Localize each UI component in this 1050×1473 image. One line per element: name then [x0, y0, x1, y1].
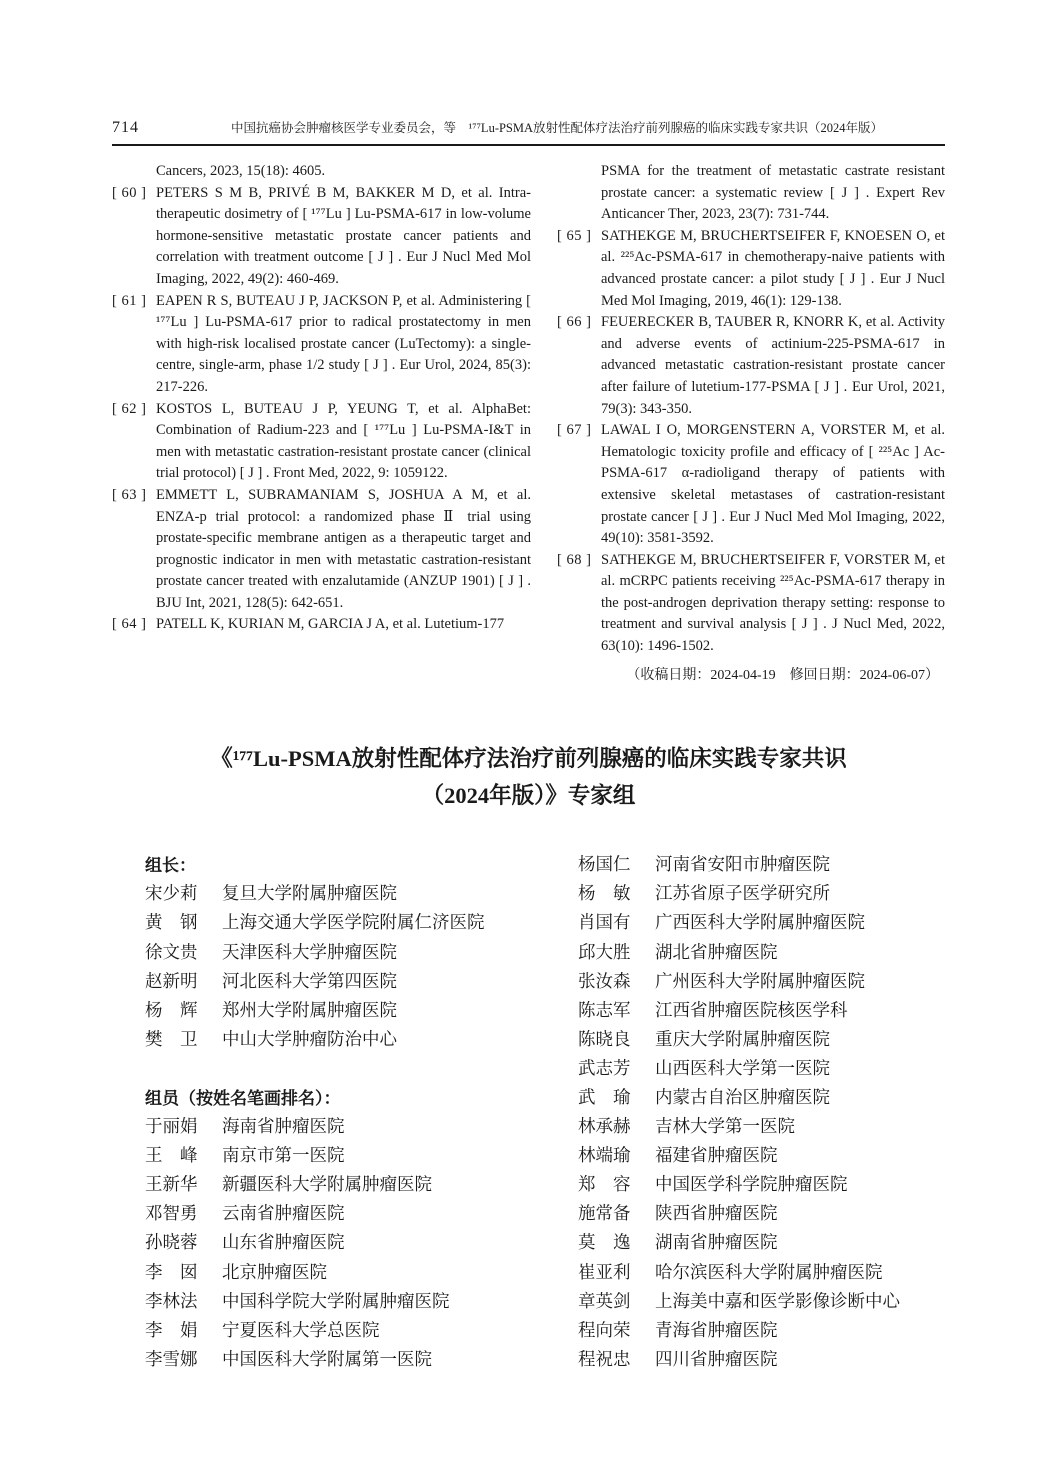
- reference-number: [ 62 ]: [112, 400, 147, 417]
- reference-number: [ 63 ]: [112, 486, 147, 503]
- expert-affiliation: 上海美中嘉和医学影像诊断中心: [655, 1290, 900, 1311]
- expert-row: [578, 968, 909, 997]
- expert-row: [578, 880, 909, 909]
- expert-affiliation: 江西省肿瘤医院核医学科: [655, 999, 848, 1020]
- reference-item: [557, 226, 945, 312]
- expert-row: [578, 851, 909, 880]
- expert-row: [578, 1055, 909, 1084]
- expert-affiliation: 云南省肿瘤医院: [222, 1203, 345, 1224]
- expert-row: [145, 1346, 565, 1375]
- expert-row: [145, 1259, 565, 1288]
- reference-text: EMMETT L, SUBRAMANIAM S, JOSHUA A M, et al. ENZA-p trial protocol: a randomized phase Ⅱ trial using prostate-specific membrane antigen as a therapeutic target and prognostic indicator in men with metastatic castration-resistant prostate cancer treated with enzalutamide (ANZUP 1901) [ J ] . BJU Int, 2021, 128(5): 642-651.: [156, 486, 531, 611]
- expert-name: 程向荣: [578, 1319, 631, 1340]
- received-revised-dates: （收稿日期：2024-04-19 修回日期：2024-06-07）: [626, 667, 939, 683]
- reference-number: [ 65 ]: [557, 227, 592, 244]
- page-number: 714: [112, 119, 139, 136]
- expert-name: 章英剑: [578, 1290, 631, 1311]
- running-head-title: 中国抗癌协会肿瘤核医学专业委员会，等 ¹⁷⁷Lu-PSMA放射性配体疗法治疗前列腺癌的临床实践专家共识（2024年版）: [230, 121, 884, 135]
- expert-name: 李 娟: [145, 1319, 198, 1340]
- reference-text: EAPEN R S, BUTEAU J P, JACKSON P, et al. Administering [ ¹⁷⁷Lu ] Lu-PSMA-617 prior to radical prostatectomy in men with high-risk localised prostate cancer (LuTectomy): a single-centre, single-arm, phase 1/2 study [ J ] . Eur Urol, 2024, 85(3): 217-226.: [156, 292, 531, 395]
- expert-affiliation: 北京肿瘤医院: [222, 1261, 327, 1282]
- expert-group-title-line1: 《¹⁷⁷Lu-PSMA放射性配体疗法治疗前列腺癌的临床实践专家共识: [210, 746, 847, 772]
- reference-number: [ 64 ]: [112, 616, 147, 633]
- expert-affiliation: 山东省肿瘤医院: [222, 1232, 345, 1253]
- expert-name: 李 囡: [145, 1261, 198, 1282]
- reference-item: [557, 420, 945, 550]
- expert-name: 邓智勇: [145, 1203, 198, 1224]
- expert-group-columns: [112, 851, 945, 1375]
- expert-row: [578, 1084, 909, 1113]
- expert-row: [145, 1055, 565, 1084]
- reference-number: [ 66 ]: [557, 314, 592, 331]
- references-column-left: [112, 161, 531, 686]
- reference-number: [557, 161, 601, 226]
- expert-name: 施常备: [578, 1203, 631, 1224]
- expert-name: 王 峰: [145, 1145, 198, 1166]
- expert-name: 李雪娜: [145, 1348, 198, 1369]
- expert-column-right: [578, 851, 909, 1375]
- expert-row: [578, 1142, 909, 1171]
- expert-name: 张汝森: [578, 970, 631, 991]
- expert-affiliation: 新疆医科大学附属肿瘤医院: [222, 1174, 432, 1195]
- reference-text: FEUERECKER B, TAUBER R, KNORR K, et al. Activity and adverse events of actinium-225-PSMA-617 in advanced metastatic castration-resistant prostate cancer after failure of lutetium-177-PSMA [ J ] . Eur Urol, 2021, 79(3): 343-350.: [601, 314, 945, 417]
- expert-name: 杨 辉: [145, 999, 198, 1020]
- expert-affiliation: 四川省肿瘤医院: [655, 1348, 778, 1369]
- reference-text: KOSTOS L, BUTEAU J P, YEUNG T, et al. AlphaBet: Combination of Radium-223 and [ ¹⁷⁷Lu ] Lu-PSMA-I&T in men with metastatic castration-resistant prostate cancer (clinical trial protocol) [ J ] . Front Med, 2022, 9: 1059122.: [156, 400, 531, 482]
- expert-group-subheading: 组长：: [145, 856, 196, 876]
- expert-name: 郑 容: [578, 1174, 631, 1195]
- reference-item: [112, 291, 531, 399]
- references-column-right: [557, 161, 945, 686]
- expert-name: 陈晓良: [578, 1028, 631, 1049]
- expert-group-title: [112, 740, 945, 814]
- references-right-list: [557, 161, 945, 658]
- expert-row: [578, 1317, 909, 1346]
- running-head: [112, 118, 945, 146]
- expert-affiliation: 湖北省肿瘤医院: [655, 941, 778, 962]
- expert-name: 崔亚利: [578, 1261, 631, 1282]
- expert-row: [578, 1026, 909, 1055]
- expert-name: 邱大胜: [578, 941, 631, 962]
- expert-row: [578, 1346, 909, 1375]
- expert-row: [578, 997, 909, 1026]
- expert-affiliation: 江苏省原子医学研究所: [655, 883, 830, 904]
- reference-number: [ 67 ]: [557, 422, 592, 439]
- expert-affiliation: 内蒙古自治区肿瘤医院: [655, 1087, 830, 1107]
- expert-name: 莫 逸: [578, 1232, 631, 1253]
- reference-text: Cancers, 2023, 15(18): 4605.: [156, 163, 326, 179]
- reference-text: SATHEKGE M, BRUCHERTSEIFER F, VORSTER M, et al. mCRPC patients receiving ²²⁵Ac-PSMA-617 therapy in the post-androgen deprivation therapy setting: response to treatment and survival analysis [ J ] . J Nucl Med, 2022, 63(10): 1496-1502.: [601, 551, 945, 655]
- expert-affiliation: 重庆大学附属肿瘤医院: [655, 1028, 830, 1049]
- expert-name: 肖国有: [578, 912, 631, 933]
- expert-affiliation: 中国科学院大学附属肿瘤医院: [222, 1290, 450, 1311]
- expert-group-title-line2: （2024年版）》专家组: [421, 783, 636, 809]
- expert-affiliation: 河北医科大学第四医院: [222, 970, 397, 991]
- expert-row: [145, 1142, 565, 1171]
- expert-affiliation: 广西医科大学附属肿瘤医院: [655, 912, 865, 933]
- reference-item: [557, 312, 945, 420]
- reference-item: [112, 161, 531, 183]
- reference-item: [112, 183, 531, 291]
- expert-affiliation: 宁夏医科大学总医院: [222, 1319, 380, 1340]
- expert-row: [578, 1229, 909, 1258]
- expert-row: [145, 1113, 565, 1142]
- expert-row: [145, 1171, 565, 1200]
- expert-affiliation: 陕西省肿瘤医院: [655, 1203, 778, 1224]
- expert-affiliation: 哈尔滨医科大学附属肿瘤医院: [655, 1261, 883, 1282]
- expert-row: [145, 880, 565, 909]
- reference-item: [557, 161, 945, 226]
- expert-affiliation: 天津医科大学肿瘤医院: [222, 941, 397, 962]
- expert-name: 陈志军: [578, 999, 631, 1020]
- expert-affiliation: 中国医学科学院肿瘤医院: [655, 1174, 848, 1195]
- reference-item: [112, 399, 531, 485]
- expert-row: [145, 1317, 565, 1346]
- reference-text: PETERS S M B, PRIVÉ B M, BAKKER M D, et al. Intra-therapeutic dosimetry of [ ¹⁷⁷Lu ] Lu-PSMA-617 in low-volume hormone-sensitive metastatic prostate cancer patients and correlation with treatment outcome [ J ] . Eur J Nucl Med Mol Imaging, 2022, 49(2): 460-469.: [156, 184, 531, 287]
- expert-name: 赵新明: [145, 970, 198, 991]
- expert-name: 孙晓蓉: [145, 1232, 198, 1253]
- expert-name: 杨 敏: [578, 883, 631, 904]
- expert-name: 武志芳: [578, 1057, 631, 1078]
- expert-affiliation: 湖南省肿瘤医院: [655, 1232, 778, 1253]
- expert-row: [145, 1229, 565, 1258]
- expert-affiliation: 山西医科大学第一医院: [655, 1057, 830, 1078]
- reference-number: [112, 161, 156, 183]
- references-section: [112, 161, 945, 686]
- reference-number: [ 68 ]: [557, 551, 592, 568]
- expert-affiliation: 郑州大学附属肿瘤医院: [222, 999, 397, 1020]
- expert-name: 徐文贵: [145, 941, 198, 962]
- expert-row: [578, 1259, 909, 1288]
- expert-name: 程祝忠: [578, 1348, 631, 1369]
- expert-name: 林端瑜: [578, 1145, 631, 1166]
- expert-row: [578, 1171, 909, 1200]
- expert-affiliation: 广州医科大学附属肿瘤医院: [655, 970, 865, 991]
- expert-name: 樊 卫: [145, 1028, 198, 1049]
- expert-name: 于丽娟: [145, 1116, 198, 1137]
- expert-affiliation: 南京市第一医院: [222, 1145, 345, 1166]
- reference-text: LAWAL I O, MORGENSTERN A, VORSTER M, et al. Hematologic toxicity profile and efficacy of [ ²²⁵Ac ] Ac-PSMA-617 α-radioligand therapy of patients with extensive skeletal metastases of castration-resistant prostate cancer [ J ] . Eur J Nucl Med Mol Imaging, 2022, 49(10): 3581-3592.: [601, 422, 945, 547]
- expert-row: [145, 1084, 565, 1113]
- reference-item: [112, 485, 531, 615]
- expert-row: [578, 909, 909, 938]
- expert-row: [145, 851, 565, 880]
- expert-row: [145, 939, 565, 968]
- expert-affiliation: 中国医科大学附属第一医院: [222, 1348, 432, 1369]
- expert-row: [145, 909, 565, 938]
- expert-affiliation: 复旦大学附属肿瘤医院: [222, 883, 397, 904]
- reference-item: [112, 614, 531, 636]
- expert-name: 武 瑜: [578, 1087, 631, 1107]
- expert-row: [145, 1026, 565, 1055]
- reference-text: SATHEKGE M, BRUCHERTSEIFER F, KNOESEN O, et al. ²²⁵Ac-PSMA-617 in chemotherapy-naive patients with advanced prostate cancer: a pilot study [ J ] . Eur J Nucl Med Mol Imaging, 2019, 46(1): 129-138.: [601, 227, 945, 309]
- reference-number: [ 60 ]: [112, 184, 147, 201]
- expert-name: 李林法: [145, 1290, 198, 1311]
- expert-row: [145, 1200, 565, 1229]
- expert-row: [145, 968, 565, 997]
- expert-affiliation: 吉林大学第一医院: [655, 1116, 795, 1137]
- expert-affiliation: 中山大学肿瘤防治中心: [222, 1028, 397, 1049]
- reference-item: [557, 550, 945, 658]
- expert-affiliation: 海南省肿瘤医院: [222, 1116, 345, 1137]
- expert-row: [578, 1113, 909, 1142]
- expert-row: [578, 1200, 909, 1229]
- expert-row: [578, 939, 909, 968]
- expert-name: 王新华: [145, 1174, 198, 1195]
- expert-row: [578, 1288, 909, 1317]
- expert-name: 宋少莉: [145, 883, 198, 904]
- reference-text: PSMA for the treatment of metastatic castrate resistant prostate cancer: a systematic review [ J ] . Expert Rev Anticancer Ther, 2023, 23(7): 731-744.: [601, 163, 945, 223]
- expert-affiliation: 青海省肿瘤医院: [655, 1319, 778, 1340]
- reference-text: PATELL K, KURIAN M, GARCIA J A, et al. Lutetium-177: [156, 616, 505, 633]
- expert-name: 杨国仁: [578, 854, 631, 875]
- expert-name: 黄 钢: [145, 912, 198, 933]
- expert-row: [145, 997, 565, 1026]
- expert-row: [145, 1288, 565, 1317]
- expert-group-subheading: 组员（按姓名笔画排名）：: [145, 1089, 341, 1108]
- expert-affiliation: 上海交通大学医学院附属仁济医院: [222, 912, 485, 933]
- reference-number: [ 61 ]: [112, 292, 147, 309]
- expert-affiliation: 河南省安阳市肿瘤医院: [655, 854, 830, 875]
- expert-affiliation: 福建省肿瘤医院: [655, 1145, 778, 1166]
- expert-column-left: [145, 851, 565, 1375]
- expert-name: 林承赫: [578, 1116, 631, 1137]
